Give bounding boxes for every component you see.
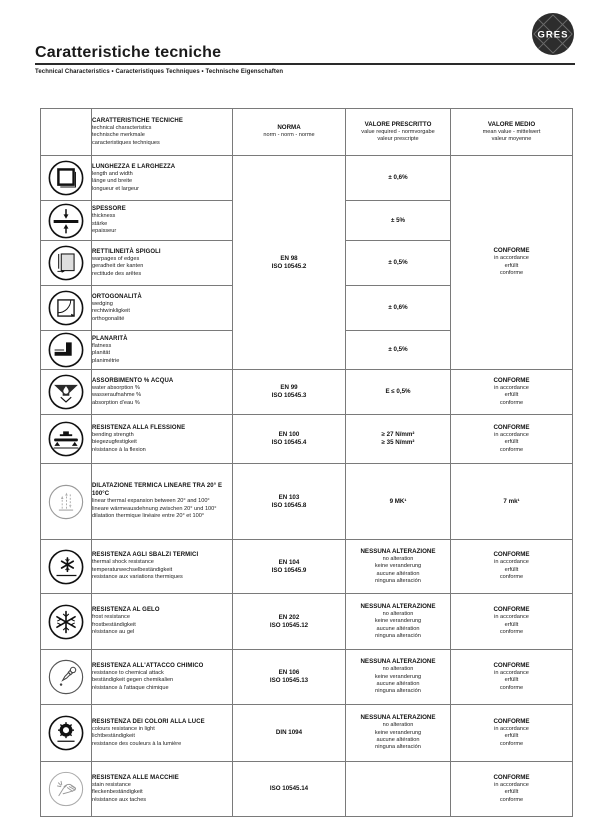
norma-cell: ISO 10545.14 [233, 762, 346, 817]
icon-cell [41, 286, 92, 331]
edge-straightness-icon [47, 244, 85, 282]
prescribed-value-cell: NESSUNA ALTERAZIONE no alteration keine veranderung aucune altération ninguna alteración [346, 650, 451, 705]
row-title: SPESSORE [92, 206, 126, 213]
technical-characteristics-table [40, 108, 573, 817]
norma-cell: EN 202 ISO 10545.12 [233, 594, 346, 650]
row-title: PLANARITÀ [92, 335, 128, 342]
prescribed-value-cell: E ≤ 0,5% [346, 370, 451, 415]
mean-value-cell: CONFORME in accordance erfüllt conforme [451, 650, 573, 705]
mean-value-cell: CONFORME in accordance erfüllt conforme [451, 415, 573, 464]
stain-resistance-icon [47, 770, 85, 808]
norma-cell: EN 99 ISO 10545.3 [233, 370, 346, 415]
row-title: RESISTENZA ALLA FLESSIONE [92, 424, 186, 431]
characteristic-cell: ASSORBIMENTO % ACQUA water absorption % wasseraufnahme % absorption d'eau % [92, 370, 233, 415]
characteristic-cell: RESISTENZA AL GELO frost resistance frostbeständigkeit résistance au gel [92, 594, 233, 650]
table-row [41, 540, 573, 594]
row-title: RESISTENZA DEI COLORI ALLA LUCE [92, 718, 205, 725]
icon-cell [41, 201, 92, 241]
water-absorption-icon [47, 373, 85, 411]
mean-value-cell: 7 mk¹ [451, 464, 573, 540]
flatness-icon [47, 331, 85, 369]
characteristic-cell: RESISTENZA ALLA FLESSIONE bending strength biegezugfestigkeit résistance à la flexion [92, 415, 233, 464]
prescribed-value-cell: NESSUNA ALTERAZIONE no alteration keine veranderung aucune altération ninguna alteración [346, 594, 451, 650]
icon-cell [41, 594, 92, 650]
page-title: Caratteristiche tecniche [35, 44, 222, 61]
icon-cell [41, 370, 92, 415]
row-title: RESISTENZA ALLE MACCHIE [92, 774, 179, 781]
mean-value-cell: CONFORME in accordance erfüllt conforme [451, 156, 573, 370]
norma-cell: DIN 1094 [233, 705, 346, 762]
icon-cell [41, 415, 92, 464]
row-title: RESISTENZA ALL'ATTACCO CHIMICO [92, 662, 204, 669]
characteristic-cell: RETTILINEITÀ SPIGOLI warpages of edges geradheit der kanten rectitude des arêtes [92, 241, 233, 286]
table-row [41, 650, 573, 705]
icon-cell [41, 241, 92, 286]
table-row [41, 156, 573, 201]
norma-cell: EN 106 ISO 10545.13 [233, 650, 346, 705]
row-title: RETTILINEITÀ SPIGOLI [92, 248, 161, 255]
table-header-row [41, 109, 573, 156]
icon-cell [41, 331, 92, 370]
row-title: RESISTENZA AL GELO [92, 607, 160, 614]
characteristics-column-header: CARATTERISTICHE TECNICHE technical characteristics technische merkmale caracteristiques techniques [92, 109, 233, 156]
orthogonality-icon [47, 289, 85, 327]
thermal-expansion-icon [47, 483, 85, 521]
table-row [41, 464, 573, 540]
mean-value-cell: CONFORME in accordance erfüllt conforme [451, 594, 573, 650]
bending-strength-icon [47, 420, 85, 458]
mean-value-column-header: VALORE MEDIO mean value - mittelwert valeur moyenne [451, 109, 573, 156]
icon-cell [41, 705, 92, 762]
row-title: RESISTENZA AGLI SBALZI TERMICI [92, 552, 199, 559]
frost-icon [47, 603, 85, 641]
icon-cell [41, 156, 92, 201]
column-title: CARATTERISTICHE TECNICHE [92, 117, 183, 124]
prescribed-value-cell: ± 0,5% [346, 331, 451, 370]
table-row [41, 370, 573, 415]
icon-column-header [41, 109, 92, 156]
prescribed-value-cell: ± 0,6% [346, 156, 451, 201]
mean-value-cell: CONFORME in accordance erfüllt conforme [451, 705, 573, 762]
norma-cell: EN 100 ISO 10545.4 [233, 415, 346, 464]
column-title: NORMA [277, 124, 301, 132]
table-row [41, 762, 573, 817]
characteristic-cell: RESISTENZA AGLI SBALZI TERMICI thermal shock resistance temperaturwechselbeständigkeit resistance aux variations thermiques [92, 540, 233, 594]
chemical-attack-icon [47, 658, 85, 696]
characteristic-cell: DILATAZIONE TERMICA LINEARE TRA 20° E 100°C linear thermal expansion between 20° and 100° lineare wärmeausdehnung zwischen 20° und 100° dilatation thermique linéaire entre 20° et 100° [92, 464, 233, 540]
thermal-shock-icon [47, 548, 85, 586]
prescribed-value-cell: NESSUNA ALTERAZIONE no alteration keine veranderung aucune altération ninguna alteración [346, 705, 451, 762]
icon-cell [41, 540, 92, 594]
gres-logo [531, 12, 575, 56]
row-title: ORTOGONALITÀ [92, 293, 142, 300]
characteristic-cell: RESISTENZA ALL'ATTACCO CHIMICO resistance to chemical attack beständigkeit gegen chemikalien résistance à l'attaque chimique [92, 650, 233, 705]
mean-value-cell: CONFORME in accordance erfüllt conforme [451, 370, 573, 415]
prescribed-value-cell: ≥ 27 N/mm² ≥ 35 N/mm² [346, 415, 451, 464]
column-title: VALORE MEDIO [487, 120, 536, 128]
row-title: ASSORBIMENTO % ACQUA [92, 377, 174, 384]
prescribed-value-cell: ± 5% [346, 201, 451, 241]
mean-value-cell: CONFORME in accordance erfüllt conforme [451, 762, 573, 817]
row-title: DILATAZIONE TERMICA LINEARE TRA 20° E 100°C [92, 483, 223, 498]
prescribed-value-cell: NESSUNA ALTERAZIONE no alteration keine veranderung aucune altération ninguna alteración [346, 540, 451, 594]
norma-column-header: NORMA norm - norm - norme [233, 109, 346, 156]
norma-cell: EN 104 ISO 10545.9 [233, 540, 346, 594]
characteristic-cell: LUNGHEZZA E LARGHEZZA length and width länge und breite longueur et largeur [92, 156, 233, 201]
thickness-icon [47, 202, 85, 240]
characteristic-cell: RESISTENZA ALLE MACCHIE stain resistance fleckenbeständigkeit résistance aux taches [92, 762, 233, 817]
light-fastness-icon [47, 714, 85, 752]
title-divider [35, 63, 575, 65]
tile-size-icon [47, 159, 85, 197]
prescribed-value-cell: ± 0,6% [346, 286, 451, 331]
table-row [41, 415, 573, 464]
prescribed-value-cell: 9 MK¹ [346, 464, 451, 540]
characteristic-cell: PLANARITÀ flatness planität planimétrie [92, 331, 233, 370]
characteristic-cell: RESISTENZA DEI COLORI ALLA LUCE colours resistance in light lichtbeständigkeit resistance des couleurs à la lumière [92, 705, 233, 762]
characteristic-cell: ORTOGONALITÀ wedging rechtwinkligkeit orthogonalité [92, 286, 233, 331]
icon-cell [41, 650, 92, 705]
table-row [41, 705, 573, 762]
icon-cell [41, 762, 92, 817]
table-row [41, 594, 573, 650]
norma-cell: EN 103 ISO 10545.8 [233, 464, 346, 540]
prescribed-value-cell [346, 762, 451, 817]
row-title: LUNGHEZZA E LARGHEZZA [92, 163, 176, 170]
logo-text: GRES [537, 29, 569, 41]
gres-logo-icon [531, 12, 575, 56]
mean-value-cell: CONFORME in accordance erfüllt conforme [451, 540, 573, 594]
page-subtitle: Technical Characteristics • Caracteristiques Techniques • Technische Eigenschaften [35, 69, 284, 75]
norma-cell: EN 98 ISO 10545.2 [233, 156, 346, 370]
characteristic-cell: SPESSORE thickness stärke epaisseur [92, 201, 233, 241]
prescribed-value-cell: ± 0,5% [346, 241, 451, 286]
column-title: VALORE PRESCRITTO [364, 120, 432, 128]
icon-cell [41, 464, 92, 540]
prescribed-value-column-header: VALORE PRESCRITTO value required - normvorgabe valeur prescripte [346, 109, 451, 156]
